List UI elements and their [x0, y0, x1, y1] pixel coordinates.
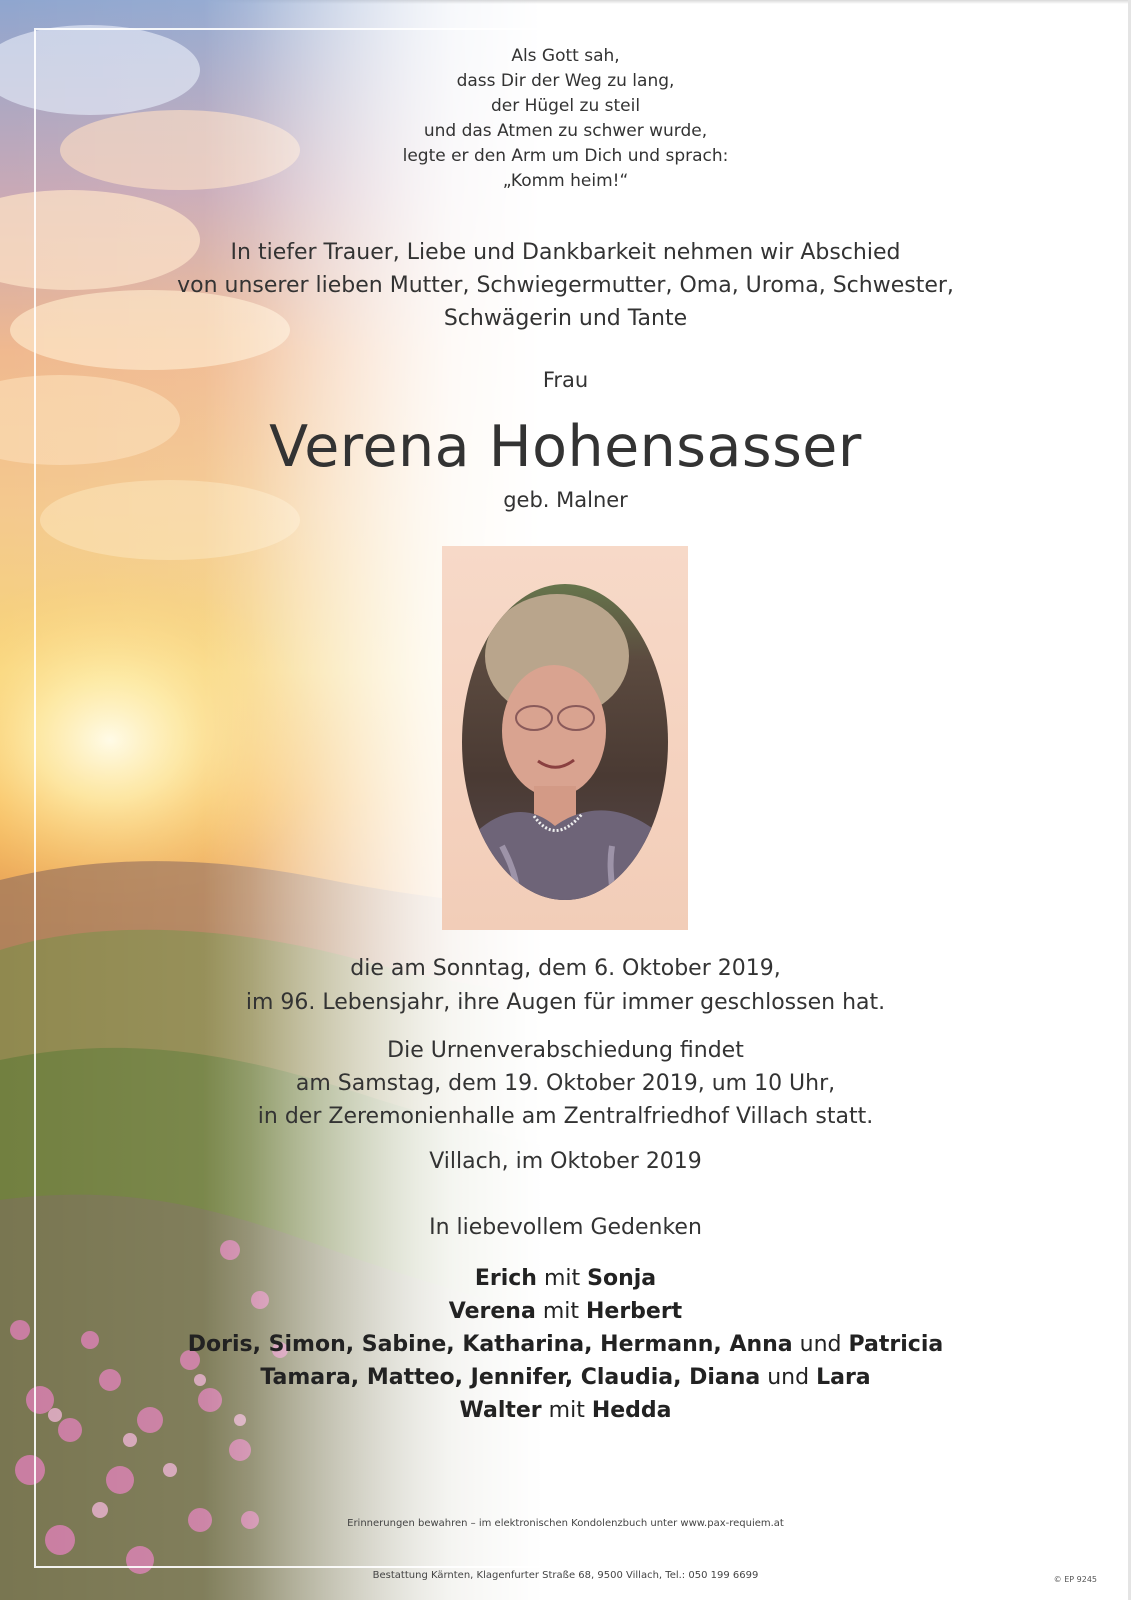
poem-line: Als Gott sah,: [511, 46, 620, 66]
family-names: Hedda: [591, 1398, 672, 1423]
family-connector: mit: [541, 1398, 592, 1423]
family-connector: und: [792, 1332, 849, 1357]
print-code: © EP 9245: [1053, 1575, 1097, 1584]
poem-line: dass Dir der Weg zu lang,: [456, 71, 675, 91]
poem-line: „Komm heim!“: [502, 171, 629, 191]
memory-line: In liebevollem Gedenken: [429, 1215, 702, 1240]
family-names: Walter: [459, 1398, 542, 1423]
family-names: Patricia: [848, 1332, 944, 1357]
family-names: Doris, Simon, Sabine, Katharina, Hermann, Anna: [187, 1332, 793, 1357]
death-notice-line: im 96. Lebensjahr, ihre Augen für immer geschlossen hat.: [245, 990, 886, 1015]
condolence-book-note: Erinnerungen bewahren – im elektronischen Kondolenzbuch unter www.pax-requiem.at: [347, 1518, 784, 1529]
death-notice: [0, 952, 1131, 1020]
family-line: [0, 1262, 1131, 1295]
family-list: [0, 1262, 1131, 1427]
deceased-name: Verena Hohensasser: [269, 414, 862, 480]
family-connector: und: [760, 1365, 817, 1390]
poem-block: [0, 44, 1131, 194]
place-date: Villach, im Oktober 2019: [429, 1149, 702, 1174]
intro-line: von unserer lieben Mutter, Schwiegermutter, Oma, Uroma, Schwester,: [177, 273, 954, 298]
family-names: Erich: [474, 1266, 537, 1291]
family-line: [0, 1394, 1131, 1427]
funeral-notice: [0, 1034, 1131, 1133]
family-line: [0, 1295, 1131, 1328]
intro-line: Schwägerin und Tante: [443, 306, 688, 331]
maiden-name: geb. Malner: [503, 488, 628, 512]
family-connector: mit: [536, 1266, 588, 1291]
funeral-notice-line: in der Zeremonienhalle am Zentralfriedhof Villach statt.: [257, 1104, 874, 1129]
death-notice-line: die am Sonntag, dem 6. Oktober 2019,: [350, 956, 781, 981]
intro-block: [0, 236, 1131, 335]
family-line: [0, 1361, 1131, 1394]
family-names: Sonja: [587, 1266, 657, 1291]
family-names: Herbert: [585, 1299, 683, 1324]
portrait-photo: [442, 546, 688, 930]
funeral-home-address: Bestattung Kärnten, Klagenfurter Straße 68, 9500 Villach, Tel.: 050 199 6699: [372, 1570, 759, 1581]
family-names: Lara: [816, 1365, 871, 1390]
family-names: Verena: [448, 1299, 536, 1324]
honorific: Frau: [542, 368, 589, 392]
family-names: Tamara, Matteo, Jennifer, Claudia, Diana: [260, 1365, 761, 1390]
funeral-notice-line: am Samstag, dem 19. Oktober 2019, um 10 Uhr,: [295, 1071, 836, 1096]
portrait-photo-icon: [442, 546, 688, 930]
family-line: [0, 1328, 1131, 1361]
family-connector: mit: [535, 1299, 586, 1324]
poem-line: und das Atmen zu schwer wurde,: [423, 121, 708, 141]
poem-line: der Hügel zu steil: [490, 96, 641, 116]
poem-line: legte er den Arm um Dich und sprach:: [402, 146, 729, 166]
funeral-notice-line: Die Urnenverabschiedung findet: [387, 1038, 744, 1063]
intro-line: In tiefer Trauer, Liebe und Dankbarkeit nehmen wir Abschied: [230, 240, 901, 265]
